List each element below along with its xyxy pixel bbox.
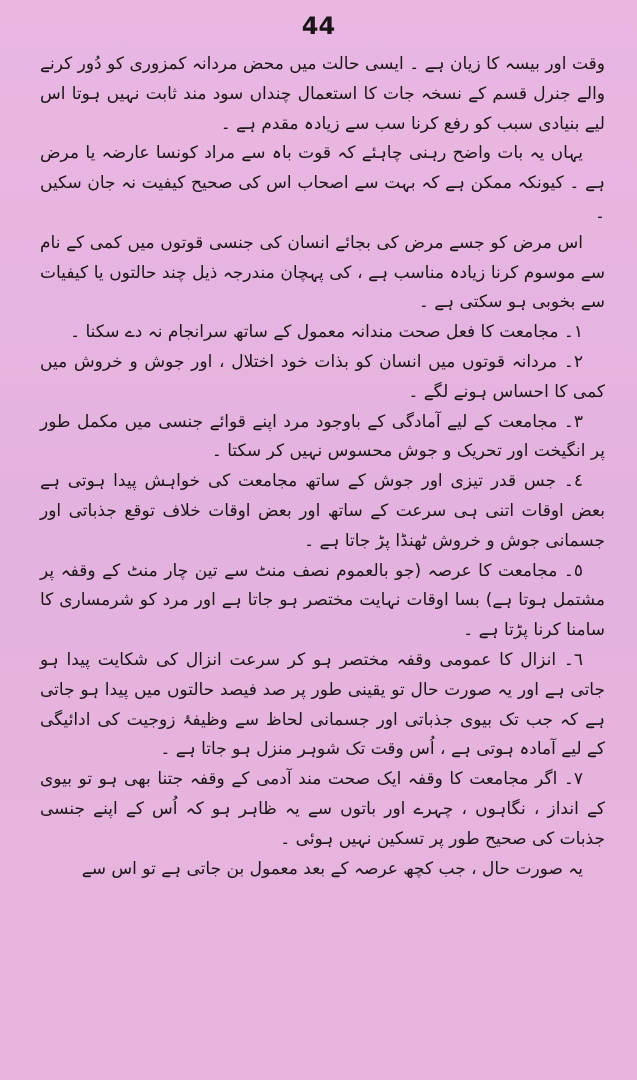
paragraph-continuation: یہ صورت حال ، جب کچھ عرصہ کے بعد معمول بن جاتی ہے تو اس سے <box>81 858 583 879</box>
list-item-3: ٣۔ مجامعت کے لیے آمادگی کے باوجود مرد اپنے قوائے جنسی میں مکمل طور پر انگیخت اور تحریک و جوش محسوس نہیں کر سکتا ۔ <box>40 411 605 462</box>
list-item-4: ٤۔ جس قدر تیزی اور جوش کے ساتھ مجامعت کی خواہش پیدا ہوتی ہے بعض اوقات اتنی ہی سرعت کے ساتھ اور بعض اوقات خلاف توقع جذباتی اور جسمانی جوش و خروش ٹھنڈا پڑ جاتا ہے ۔ <box>40 471 605 551</box>
paragraph-intro: وقت اور بیسہ کا زیان ہے ۔ ایسی حالت میں محض مردانہ کمزوری کو دُور کرنے والے جنرل قسم کے نسخہ جات کا استعمال چنداں سود مند ثابت نہیں ہوتا اس لیے بنیادی سبب کو رفع کرنا سب سے زیادہ مقدم ہے ۔ <box>40 54 605 134</box>
paragraph-definition: یہاں یہ بات واضح رہنی چاہئے کہ قوت باہ سے مراد کونسا عارضہ یا مرض ہے ۔ کیونکہ ممکن ہے کہ بہت سے اصحاب اس کی صحیح کیفیت نہ جان سکیں ۔ <box>40 143 605 223</box>
list-item-6: ٦۔ انزال کا عمومی وقفہ مختصر ہو کر سرعت انزال کی شکایت پیدا ہو جاتی ہے اور یہ صورت حال تو یقینی طور پر صد فیصد حالتوں میں پیدا ہو جاتی ہے کہ جب تک بیوی جذباتی اور جسمانی لحاظ سے وظیفۂ زوجیت کی ادائیگی کے لیے آمادہ ہوتی ہے ، اُس وقت تک شوہر منزل ہو جاتا ہے ۔ <box>40 649 605 760</box>
body-text <box>40 50 605 884</box>
list-item-2: ٢۔ مردانہ قوتوں میں انسان کو بذات خود اختلال ، اور جوش و خروش میں کمی کا احساس ہونے لگے ۔ <box>40 351 605 402</box>
list-item-7: ٧۔ اگر مجامعت کا وقفہ ایک صحت مند آدمی کے وقفہ جتنا بھی ہو تو بیوی کے انداز ، نگاہوں ، چہرے اور باتوں سے یہ ظاہر ہو کہ اُس کے اپنے جنسی جذبات کی صحیح طور پر تسکین نہیں ہوئی ۔ <box>40 769 605 849</box>
list-item-5: ٥۔ مجامعت کا عرصہ (جو بالعموم نصف منٹ سے تین چار منٹ کے وقفہ پر مشتمل ہوتا ہے) بسا اوقات نہایت مختصر ہو جاتا ہے اور مرد کو شرمساری کا سامنا کرنا پڑتا ہے ۔ <box>40 560 605 641</box>
paragraph-symptoms-intro: اس مرض کو جسے مرض کی بجائے انسان کی جنسی قوتوں میں کمی کے نام سے موسوم کرنا زیادہ مناسب ہے ، کی پہچان مندرجہ ذیل چند حالتوں یا کیفیات سے بخوبی ہو سکتی ہے ۔ <box>40 232 605 313</box>
list-item-1: ١۔ مجامعت کا فعل صحت مندانہ معمول کے ساتھ سرانجام نہ دے سکنا ۔ <box>70 322 583 343</box>
page-number: 44 <box>301 12 336 40</box>
